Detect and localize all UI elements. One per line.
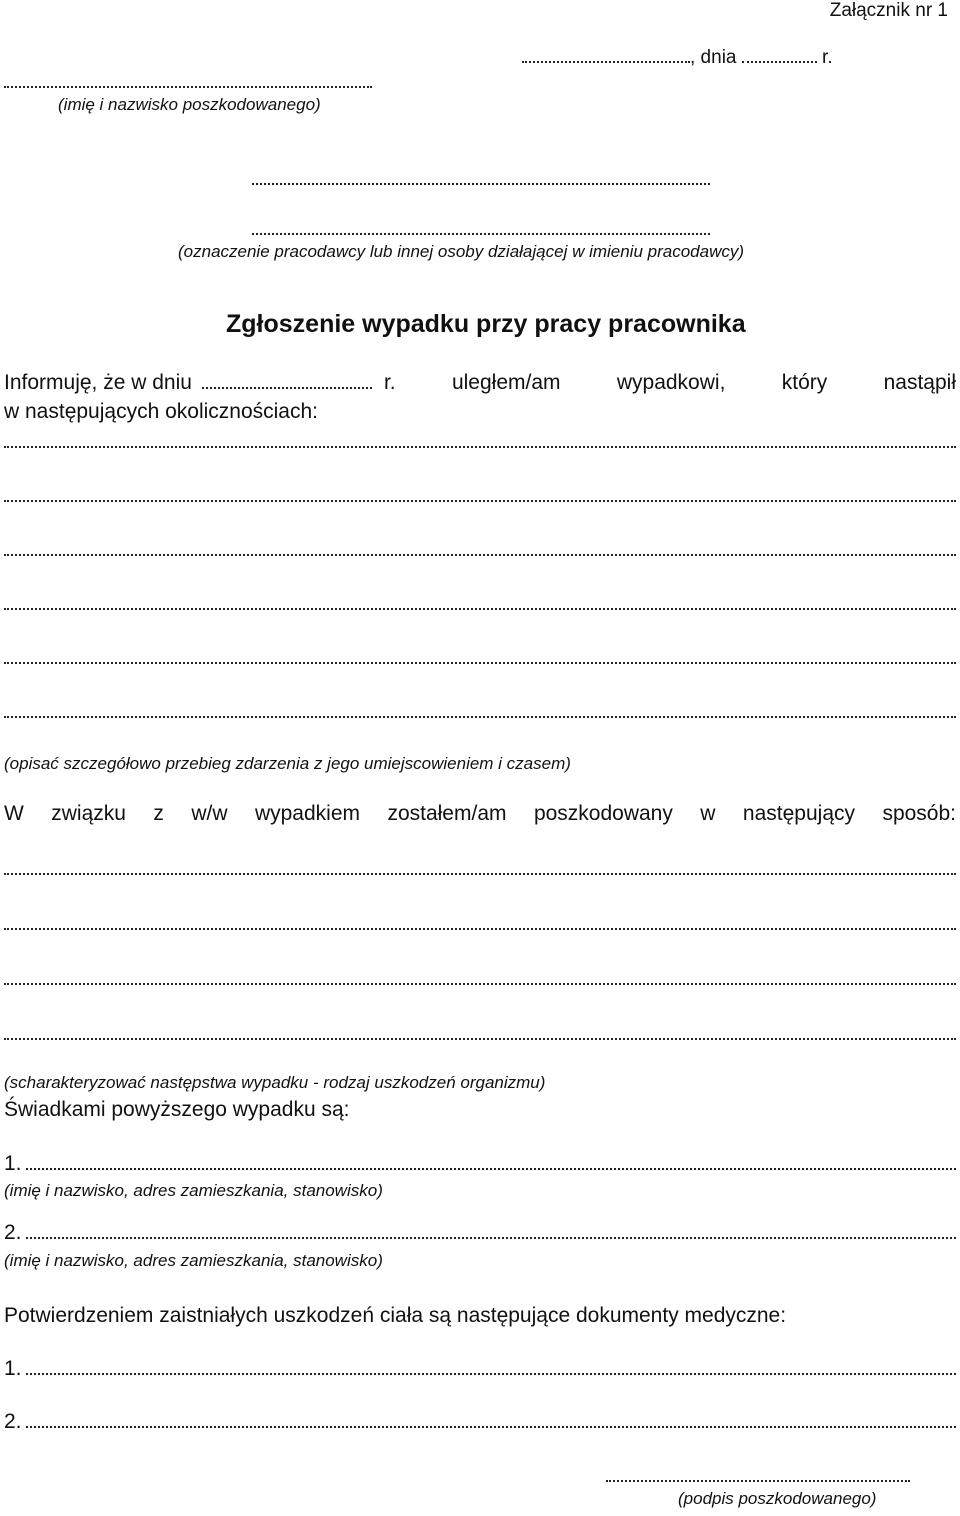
circumstances-line[interactable] <box>4 608 956 610</box>
signature-hint: (podpis poszkodowanego) <box>678 1489 877 1508</box>
intro-part-2: r. uległem/am wypadkowi, który nastąpił <box>383 371 956 394</box>
medical-doc-2-row <box>4 1410 956 1434</box>
witness-2-hint: (imię i nazwisko, adres zamieszkania, stanowisko) <box>4 1251 383 1270</box>
medical-heading: Potwierdzeniem zaistniałych uszkodzeń ciała są następujące dokumenty medyczne: <box>4 1304 787 1327</box>
circumstances-line[interactable] <box>4 500 956 502</box>
witness-2-row <box>4 1221 956 1245</box>
injury-line[interactable] <box>4 928 956 930</box>
intro-line-1 <box>4 371 956 395</box>
circumstances-hint: (opisać szczegółowo przebieg zdarzenia z jego umiejscowieniem i czasem) <box>4 754 571 773</box>
intro-line-2: w następujących okolicznościach: <box>4 400 318 423</box>
place-date-line <box>522 47 833 69</box>
witness-1-hint: (imię i nazwisko, adres zamieszkania, stanowisko) <box>4 1181 383 1200</box>
date-comma-label: , dnia <box>690 47 737 68</box>
page-title: Zgłoszenie wypadku przy pracy pracownika <box>226 310 746 338</box>
witness-1-row <box>4 1152 956 1176</box>
circumstances-line[interactable] <box>4 662 956 664</box>
medical-doc-1-number: 1. <box>4 1357 22 1380</box>
witness-1-number: 1. <box>4 1152 22 1175</box>
employer-field-line-1[interactable] <box>252 183 710 185</box>
injury-line[interactable] <box>4 873 956 875</box>
injured-name-hint: (imię i nazwisko poszkodowanego) <box>58 95 321 114</box>
injury-hint: (scharakteryzować następstwa wypadku - rodzaj uszkodzeń organizmu) <box>4 1073 546 1092</box>
witness-1-field[interactable] <box>26 1168 956 1170</box>
injury-line[interactable] <box>4 983 956 985</box>
medical-doc-2-number: 2. <box>4 1410 22 1433</box>
circumstances-line[interactable] <box>4 446 956 448</box>
year-suffix: r. <box>822 47 833 68</box>
injury-line[interactable] <box>4 1038 956 1040</box>
intro-part-1: Informuję, że w dniu <box>4 371 192 394</box>
witness-2-number: 2. <box>4 1221 22 1244</box>
medical-doc-1-row <box>4 1357 956 1381</box>
employer-field-line-2[interactable] <box>252 233 710 235</box>
medical-doc-1-field[interactable] <box>26 1373 956 1375</box>
witnesses-heading: Świadkami powyższego wypadku są: <box>4 1098 350 1121</box>
witness-2-field[interactable] <box>26 1237 956 1239</box>
employer-hint: (oznaczenie pracodawcy lub innej osoby działającej w imieniu pracodawcy) <box>178 242 745 261</box>
circumstances-line[interactable] <box>4 554 956 556</box>
injured-name-field[interactable] <box>4 86 372 88</box>
signature-field[interactable] <box>606 1480 910 1482</box>
attachment-label: Załącznik nr 1 <box>829 0 948 21</box>
accident-date-field[interactable] <box>202 387 372 389</box>
injury-intro: W związku z w/w wypadkiem zostałem/am poszkodowany w następujący sposób: <box>4 802 956 825</box>
place-field[interactable] <box>522 61 690 63</box>
medical-doc-2-field[interactable] <box>26 1426 956 1428</box>
circumstances-line[interactable] <box>4 716 956 718</box>
date-field[interactable] <box>742 61 817 63</box>
